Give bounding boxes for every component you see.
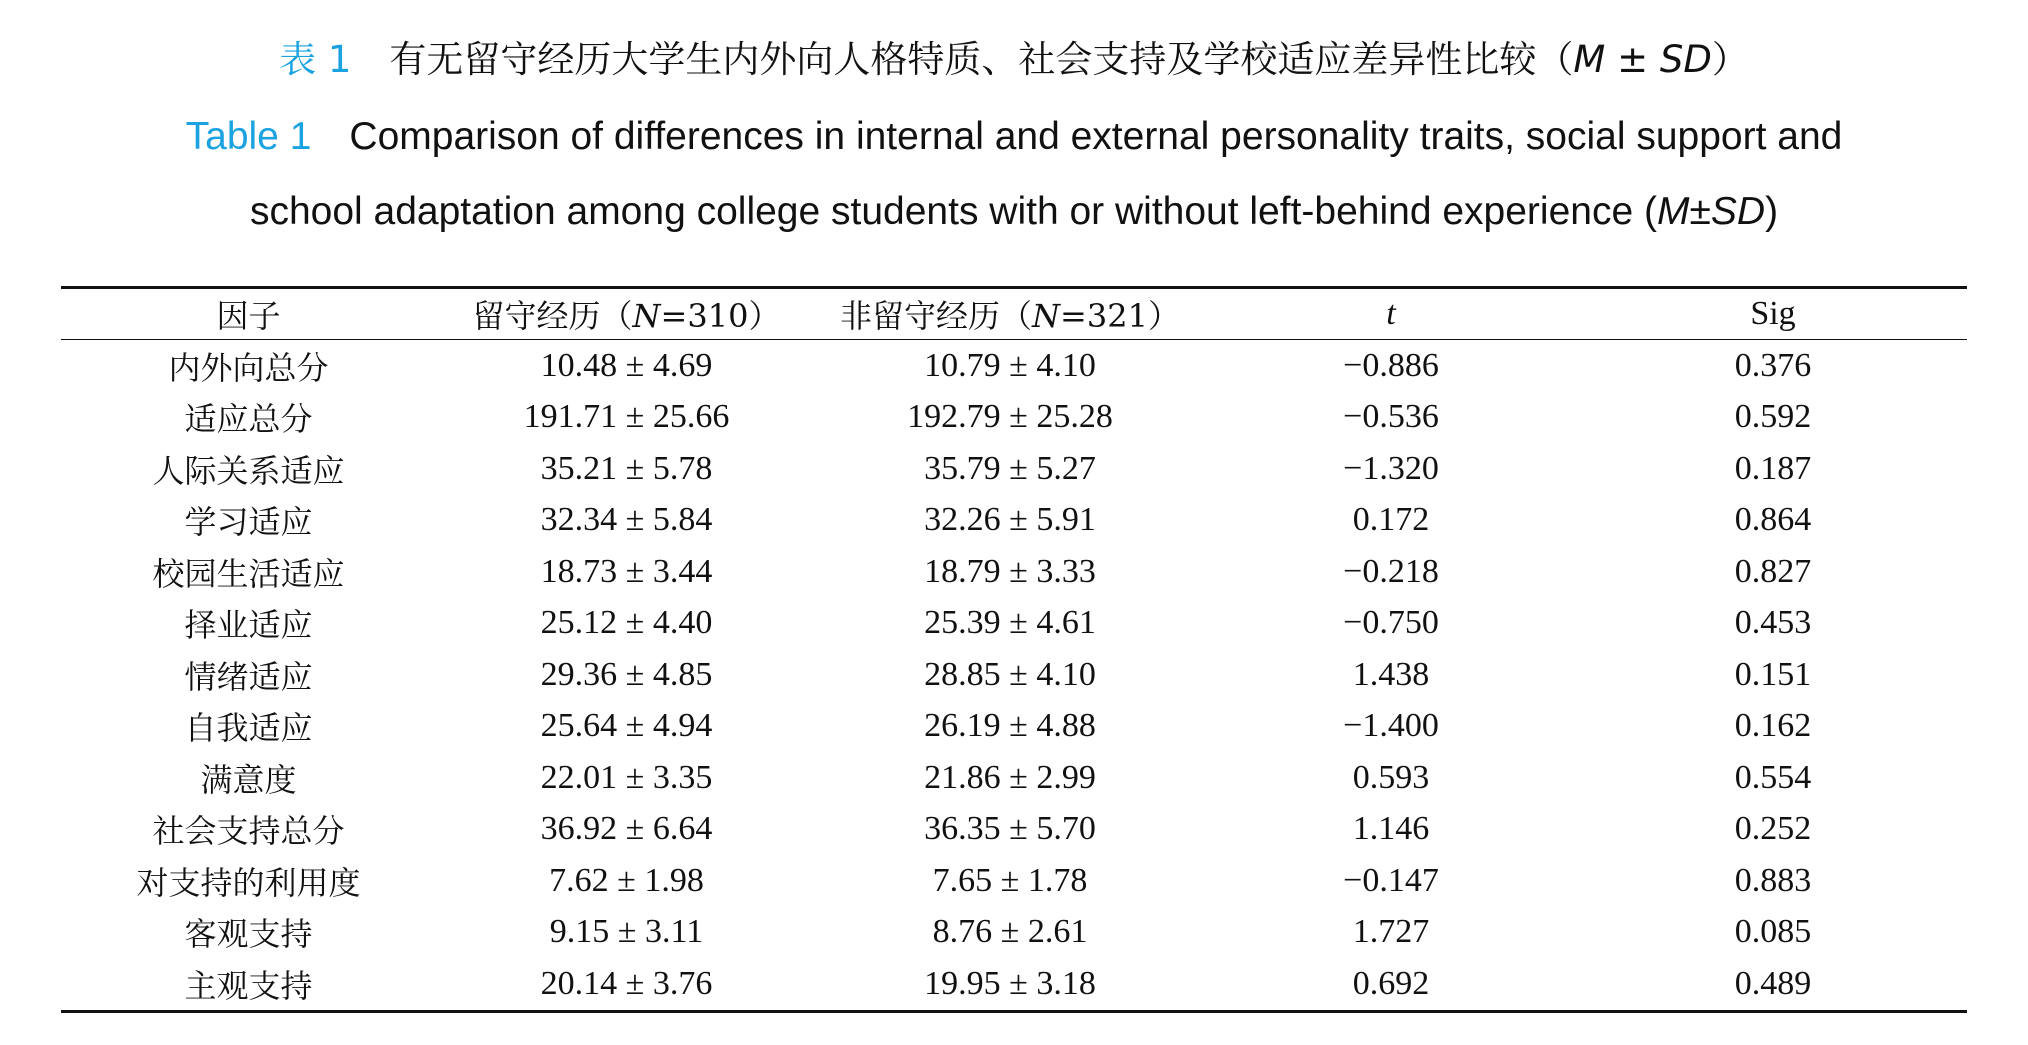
cell-t: 0.593	[1352, 758, 1430, 796]
cell-t: −0.147	[1343, 861, 1439, 899]
cell-non-left-behind: 35.79 ± 5.27	[924, 449, 1096, 487]
cell-non-left-behind: 192.79 ± 25.28	[907, 398, 1113, 436]
table-row	[61, 546, 1967, 598]
cell-t: −0.536	[1343, 398, 1439, 436]
cell-factor: 满意度	[200, 760, 297, 799]
caption-english-label: Table 1	[185, 115, 312, 158]
cell-factor: 主观支持	[184, 966, 313, 1005]
cell-t: −1.320	[1343, 449, 1439, 487]
cell-sig: 0.162	[1734, 707, 1812, 745]
cell-sig: 0.489	[1734, 964, 1812, 1002]
cell-t: −0.886	[1343, 346, 1439, 384]
cell-sig: 0.187	[1734, 449, 1812, 487]
header-sig: Sig	[1750, 295, 1796, 332]
cell-non-left-behind: 28.85 ± 4.10	[924, 655, 1096, 693]
cell-non-left-behind: 18.79 ± 3.33	[924, 552, 1096, 590]
cell-sig: 0.453	[1734, 604, 1812, 642]
cell-sig: 0.883	[1734, 861, 1812, 899]
cell-factor: 校园生活适应	[152, 554, 345, 593]
caption-english-sd: SD	[1710, 190, 1766, 233]
caption-chinese-label: 表 1	[279, 38, 352, 81]
table-row	[61, 701, 1967, 753]
caption-chinese-m: M	[1573, 38, 1606, 81]
cell-non-left-behind: 10.79 ± 4.10	[924, 346, 1096, 384]
cell-non-left-behind: 21.86 ± 2.99	[924, 758, 1096, 796]
cell-factor: 情绪适应	[184, 657, 313, 696]
cell-non-left-behind: 7.65 ± 1.78	[932, 861, 1088, 899]
cell-left-behind: 25.12 ± 4.40	[540, 604, 713, 642]
cell-left-behind: 20.14 ± 3.76	[540, 964, 713, 1002]
cell-factor: 人际关系适应	[152, 451, 345, 490]
cell-sig: 0.592	[1734, 398, 1812, 436]
caption-english-title-1: Comparison of differences in internal and external personality traits, social support and	[349, 115, 1843, 158]
cell-left-behind: 7.62 ± 1.98	[549, 861, 704, 899]
header-left-behind: 留守经历（N=310）	[472, 297, 781, 335]
cell-t: 0.692	[1352, 964, 1430, 1002]
header-factor: 因子	[216, 297, 281, 335]
caption-english-title-2: school adaptation among college students with or without left-behind experience (	[249, 190, 1657, 233]
table-row	[61, 443, 1967, 495]
cell-factor: 适应总分	[184, 400, 313, 439]
caption-chinese-sd: SD	[1659, 38, 1712, 81]
cell-factor: 内外向总分	[168, 348, 329, 387]
caption-english-m: M	[1656, 190, 1690, 233]
table-header-row	[61, 288, 1967, 340]
cell-sig: 0.151	[1734, 655, 1812, 693]
caption-chinese	[0, 30, 2028, 90]
caption-chinese-close: ）	[1711, 38, 1749, 81]
caption-english-line-2	[0, 182, 2028, 242]
table-row	[61, 752, 1967, 804]
table-row	[61, 649, 1967, 701]
cell-left-behind: 10.48 ± 4.69	[540, 346, 713, 384]
cell-sig: 0.376	[1734, 346, 1812, 384]
cell-factor: 自我适应	[184, 709, 313, 748]
header-t: t	[1386, 295, 1396, 332]
cell-non-left-behind: 32.26 ± 5.91	[924, 501, 1096, 539]
cell-left-behind: 191.71 ± 25.66	[523, 398, 730, 436]
caption-chinese-pm: ±	[1605, 38, 1660, 81]
cell-left-behind: 29.36 ± 4.85	[540, 655, 713, 693]
caption-english-close: )	[1765, 190, 1779, 233]
cell-sig: 0.252	[1734, 810, 1812, 848]
cell-sig: 0.827	[1734, 552, 1812, 590]
cell-left-behind: 18.73 ± 3.44	[540, 552, 713, 590]
cell-t: 1.146	[1352, 810, 1430, 848]
table-row	[61, 495, 1967, 547]
cell-sig: 0.864	[1734, 501, 1812, 539]
cell-left-behind: 22.01 ± 3.35	[540, 758, 713, 796]
table-row	[61, 958, 1967, 1011]
cell-left-behind: 36.92 ± 6.64	[540, 810, 713, 848]
cell-t: 1.727	[1352, 913, 1430, 951]
cell-factor: 客观支持	[184, 915, 313, 954]
cell-non-left-behind: 8.76 ± 2.61	[932, 913, 1088, 951]
cell-non-left-behind: 19.95 ± 3.18	[924, 964, 1096, 1002]
cell-factor: 择业适应	[184, 606, 313, 645]
cell-factor: 对支持的利用度	[136, 863, 361, 902]
cell-factor: 社会支持总分	[152, 812, 345, 851]
comparison-table	[61, 286, 1967, 1013]
table-body	[61, 340, 1967, 1012]
cell-t: 0.172	[1352, 501, 1430, 539]
caption-english-line-1	[0, 107, 2028, 167]
caption-chinese-title: 有无留守经历大学生内外向人格特质、社会支持及学校适应差异性比较（	[389, 38, 1574, 81]
table-row	[61, 804, 1967, 856]
cell-factor: 学习适应	[184, 503, 313, 542]
cell-sig: 0.085	[1734, 913, 1812, 951]
cell-non-left-behind: 26.19 ± 4.88	[924, 707, 1096, 745]
cell-t: −0.218	[1343, 552, 1439, 590]
table-row	[61, 598, 1967, 650]
table-row	[61, 907, 1967, 959]
header-non-left-behind: 非留守经历（N=321）	[840, 297, 1180, 335]
table-row	[61, 340, 1967, 392]
cell-non-left-behind: 36.35 ± 5.70	[924, 810, 1096, 848]
cell-left-behind: 32.34 ± 5.84	[540, 501, 713, 539]
cell-t: −0.750	[1343, 604, 1439, 642]
cell-left-behind: 25.64 ± 4.94	[540, 707, 713, 745]
cell-left-behind: 9.15 ± 3.11	[549, 913, 704, 951]
cell-t: 1.438	[1352, 655, 1430, 693]
table-row	[61, 855, 1967, 907]
cell-non-left-behind: 25.39 ± 4.61	[924, 604, 1096, 642]
caption-english-pm: ±	[1689, 190, 1711, 233]
cell-t: −1.400	[1343, 707, 1439, 745]
table-row	[61, 392, 1967, 444]
cell-sig: 0.554	[1734, 758, 1812, 796]
cell-left-behind: 35.21 ± 5.78	[540, 449, 713, 487]
